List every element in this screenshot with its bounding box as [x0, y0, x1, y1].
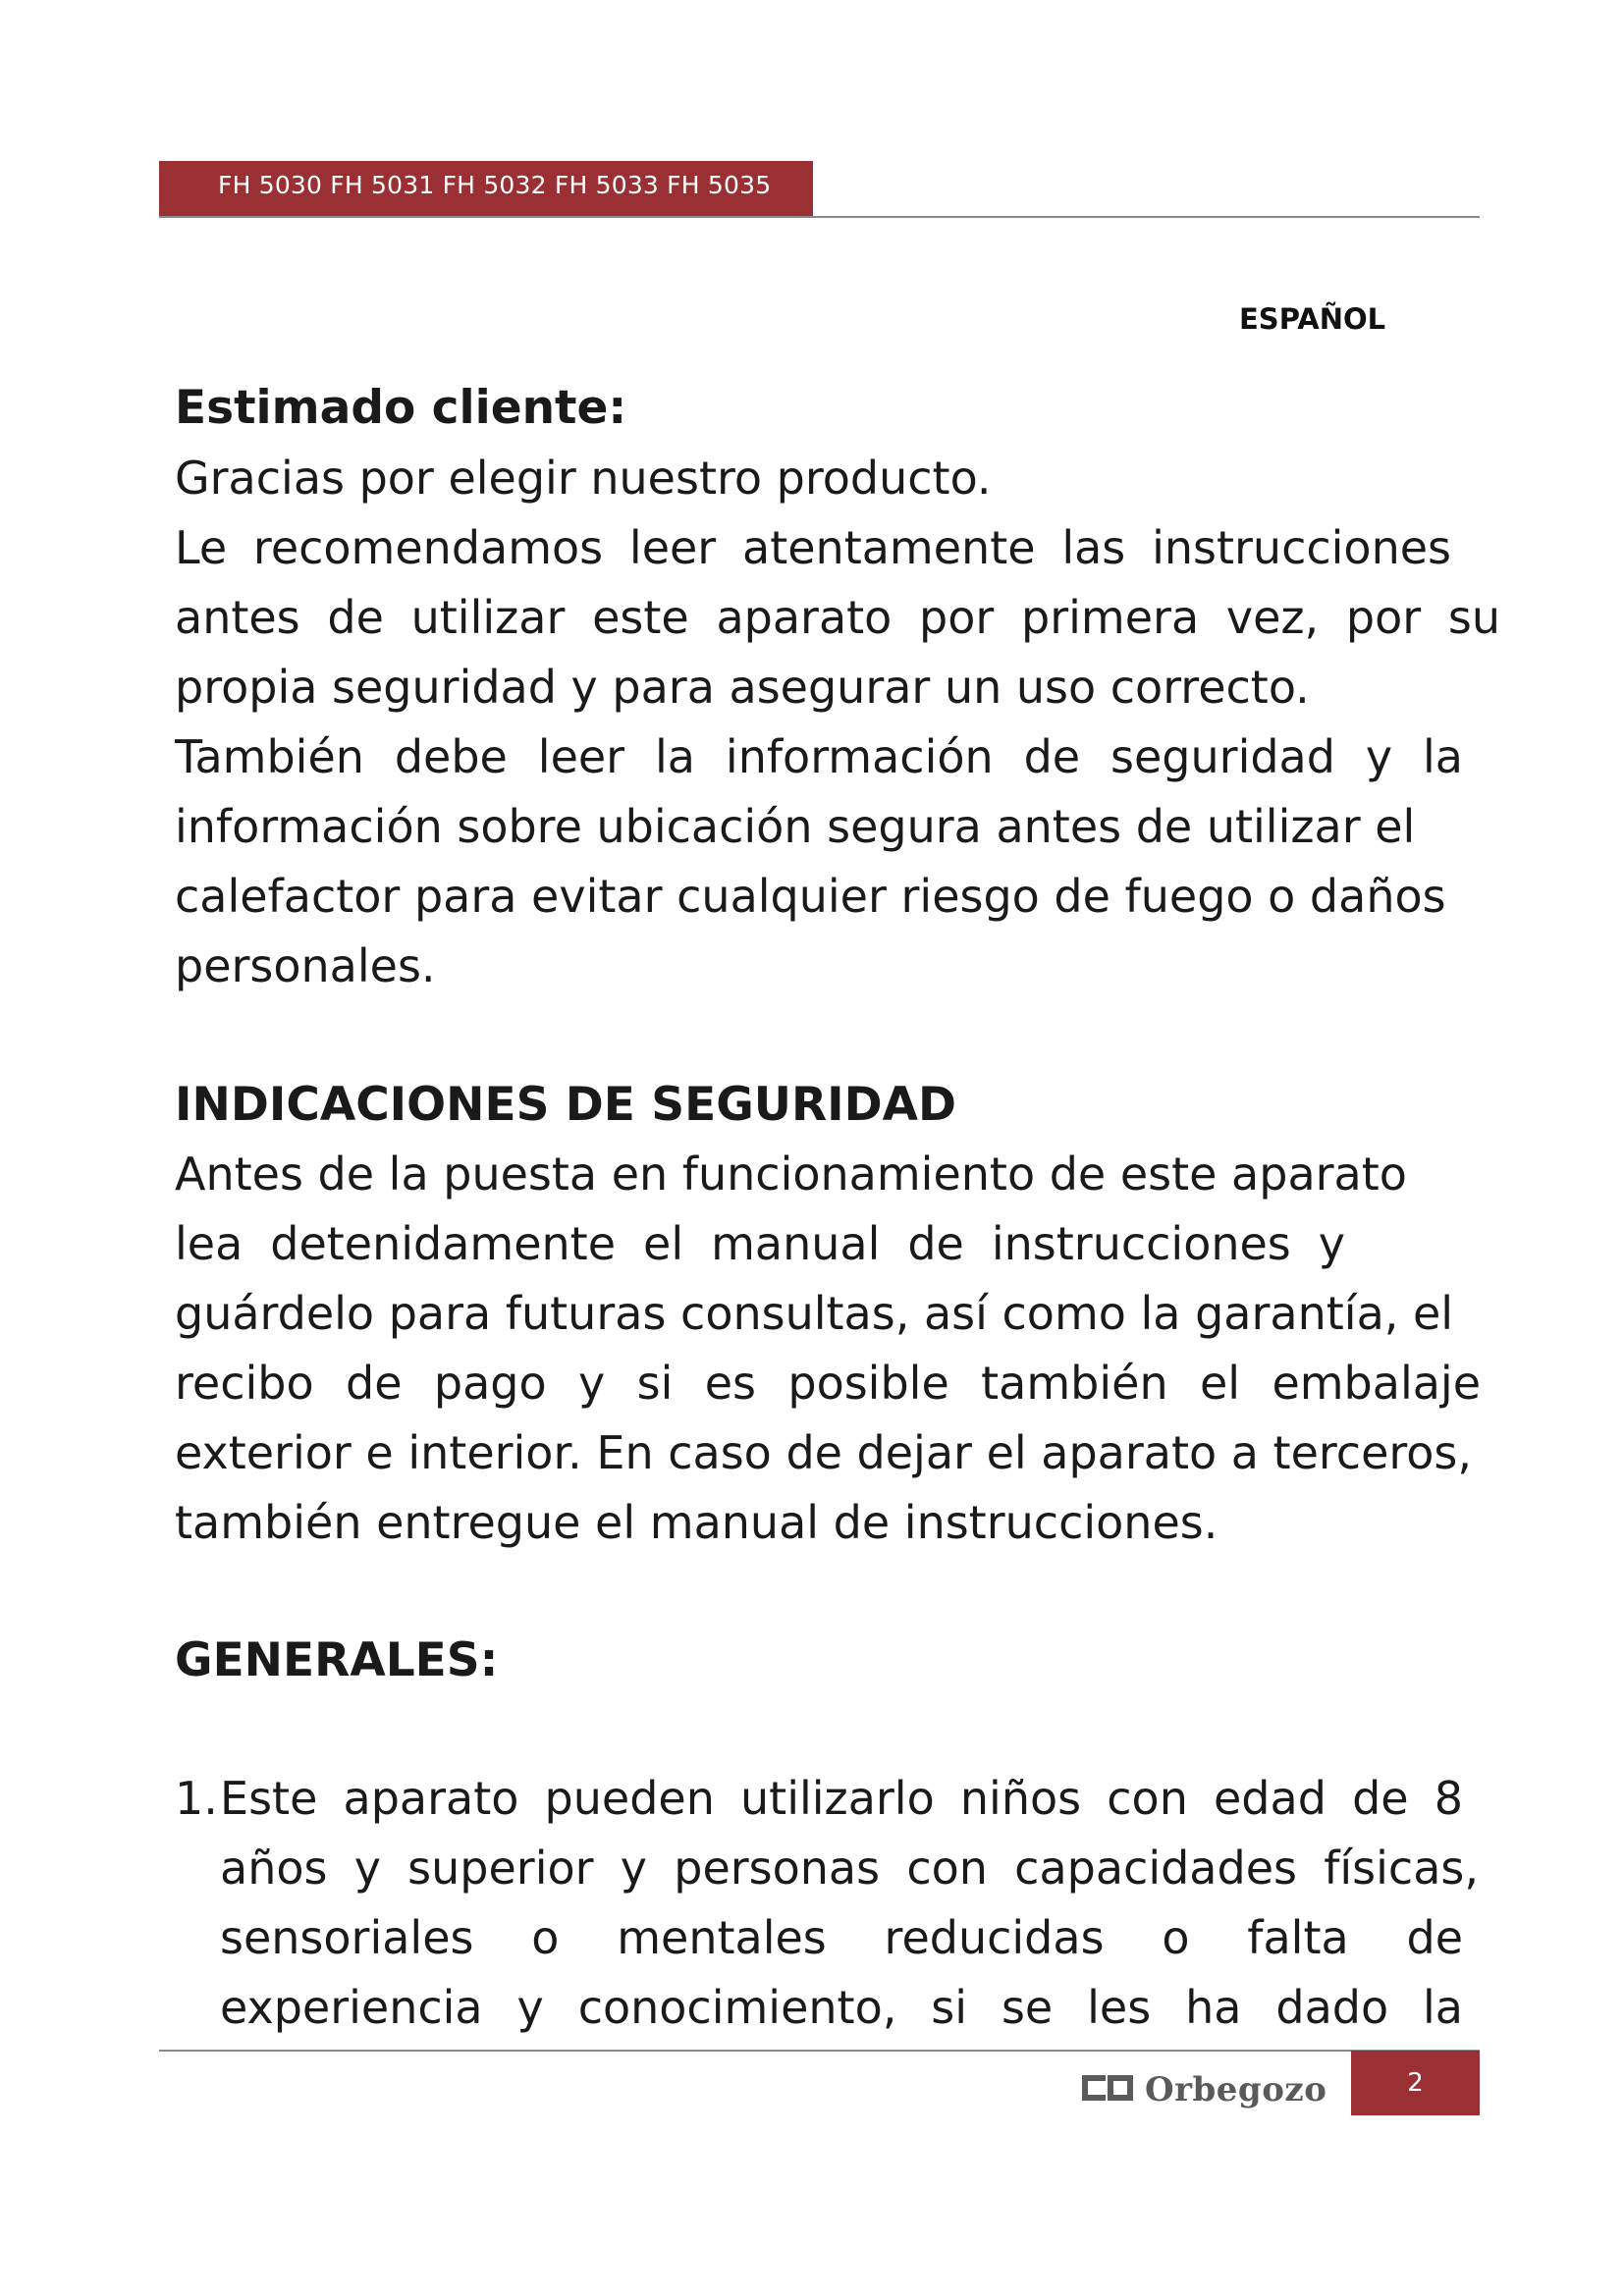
spacer	[175, 1695, 1500, 1764]
intro-line: También debe leer la información de seguridad y la	[175, 730, 1463, 783]
orbegozo-logo-icon	[1082, 2075, 1135, 2105]
spacer	[175, 1001, 1500, 1070]
list-item	[175, 1764, 1500, 2043]
page-content	[175, 373, 1500, 2043]
list-item-line: sensoriales o mentales reducidas o falta de	[220, 1911, 1463, 1964]
list-item-line: Este aparato pueden utilizarlo niños con edad de 8	[220, 1772, 1463, 1825]
list-item-line: experiencia y conocimiento, si se les ha dado la	[220, 1981, 1463, 2034]
list-item-body	[220, 1764, 1500, 2043]
greeting-heading: Estimado cliente:	[175, 381, 627, 435]
safety-heading: INDICACIONES DE SEGURIDAD	[175, 1078, 957, 1132]
model-list: FH 5030 FH 5031 FH 5032 FH 5033 FH 5035	[218, 171, 772, 199]
brand-logo	[1082, 2065, 1326, 2114]
intro-line: propia seguridad y para asegurar un uso correcto.	[175, 661, 1310, 714]
spacer	[175, 1558, 1500, 1626]
intro-line: personales.	[175, 939, 436, 992]
intro-paragraph	[175, 444, 1500, 1001]
safety-line: lea detenidamente el manual de instrucciones y	[175, 1217, 1345, 1270]
brand-name: Orbegozo	[1145, 2070, 1327, 2109]
safety-line: guárdelo para futuras consultas, así como la garantía, el	[175, 1287, 1454, 1340]
safety-line: exterior e interior. En caso de dejar el aparato a terceros,	[175, 1426, 1473, 1479]
list-item-line: años y superior y personas con capacidades físicas,	[220, 1842, 1479, 1895]
intro-line: información sobre ubicación segura antes de utilizar el	[175, 800, 1416, 853]
safety-paragraph	[175, 1140, 1500, 1558]
footer-rule	[159, 2050, 1480, 2052]
safety-line: Antes de la puesta en funcionamiento de este aparato	[175, 1148, 1407, 1201]
general-heading: GENERALES:	[175, 1633, 499, 1687]
page-number: 2	[1351, 2051, 1480, 2115]
header-rule	[159, 216, 1480, 218]
safety-line: también entregue el manual de instrucciones.	[175, 1496, 1218, 1549]
intro-line: Le recomendamos leer atentamente las instrucciones	[175, 521, 1451, 574]
intro-line: calefactor para evitar cualquier riesgo de fuego o daños	[175, 870, 1446, 923]
list-item-number: 1.	[175, 1772, 218, 1825]
language-label: ESPAÑOL	[1239, 302, 1386, 336]
safety-line: recibo de pago y si es posible también el embalaje	[175, 1357, 1481, 1410]
intro-line: antes de utilizar este aparato por primera vez, por su	[175, 591, 1500, 644]
intro-line: Gracias por elegir nuestro producto.	[175, 452, 992, 505]
